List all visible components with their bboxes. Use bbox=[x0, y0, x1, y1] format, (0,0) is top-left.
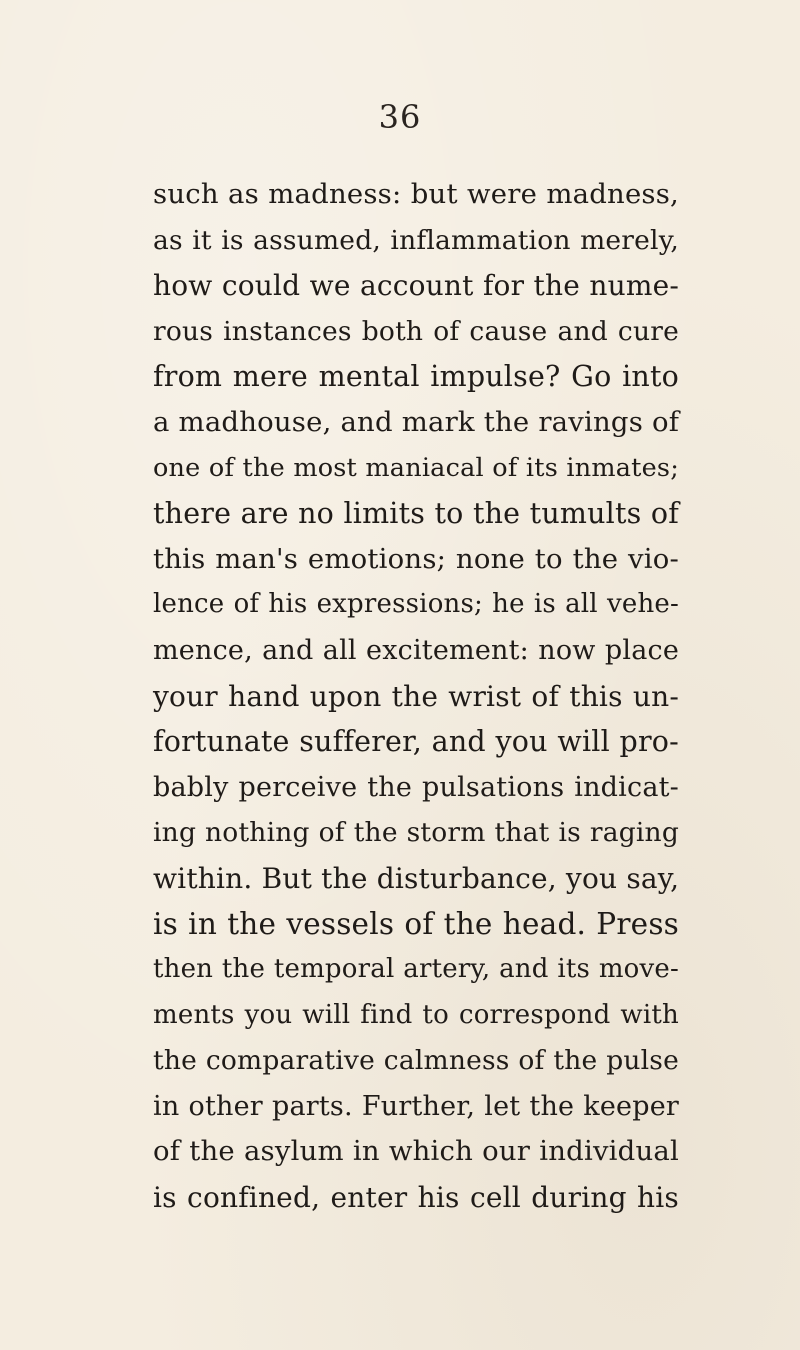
text-line: such as madness: but were madness, bbox=[153, 178, 679, 210]
text-line: the comparative calmness of the pulse bbox=[153, 1045, 679, 1077]
text-line: rous instances both of cause and cure bbox=[153, 315, 679, 347]
text-line: is confined, enter his cell during his bbox=[153, 1181, 679, 1215]
text-line: this man's emotions; none to the vio- bbox=[153, 542, 679, 575]
text-line: how could we account for the nume- bbox=[153, 269, 679, 303]
text-line: ments you will find to correspond with bbox=[153, 999, 679, 1030]
text-line: a madhouse, and mark the ravings of bbox=[153, 405, 680, 438]
text-line: bably perceive the pulsations indicat- bbox=[153, 771, 679, 803]
text-line: from mere mental impulse? Go into bbox=[153, 360, 679, 394]
text-line: mence, and all excitement: now place bbox=[153, 634, 679, 666]
text-line: your hand upon the wrist of this un- bbox=[153, 679, 679, 713]
text-line: in other parts. Further, let the keeper bbox=[153, 1090, 679, 1122]
page-number: 36 bbox=[378, 98, 422, 136]
body-text bbox=[153, 172, 679, 1221]
text-line: ing nothing of the storm that is raging bbox=[153, 817, 679, 849]
text-line: fortunate sufferer, and you will pro- bbox=[153, 725, 679, 759]
text-line: of the asylum in which our individual bbox=[153, 1135, 679, 1168]
text-line: as it is assumed, inflammation merely, bbox=[153, 224, 679, 256]
text-line: one of the most maniacal of its inmates; bbox=[153, 452, 679, 483]
text-line: is in the vessels of the head. Press bbox=[153, 906, 679, 941]
text-line: within. But the disturbance, you say, bbox=[153, 861, 680, 895]
text-line: then the temporal artery, and its move- bbox=[153, 954, 679, 985]
text-line: there are no limits to the tumults of bbox=[153, 497, 679, 531]
text-line: lence of his expressions; he is all vehe- bbox=[153, 589, 679, 620]
